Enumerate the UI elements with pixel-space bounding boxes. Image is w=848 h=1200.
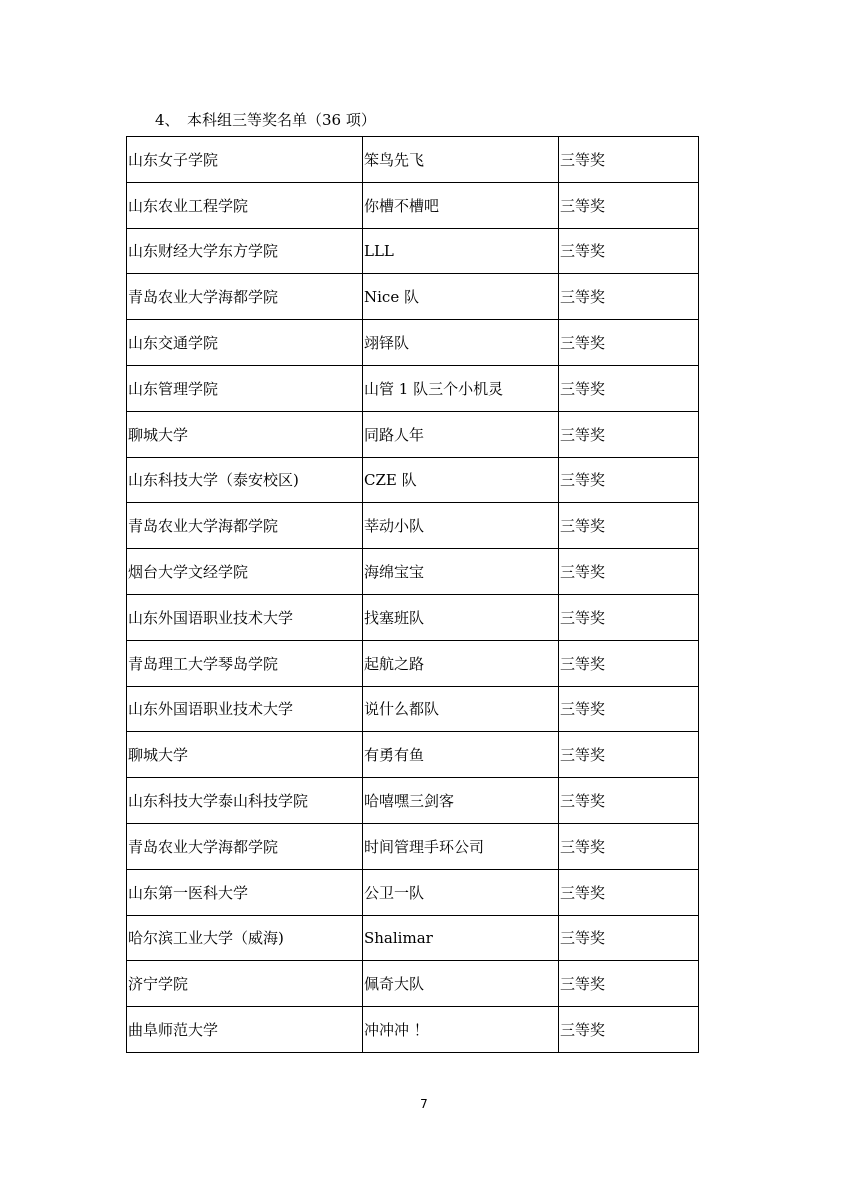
awards-table [126,136,699,1053]
table-row [127,915,699,961]
team-name-cell: 海绵宝宝 [363,549,559,595]
award-cell: 三等奖 [559,640,699,686]
team-name-cell: 佩奇大队 [363,961,559,1007]
table-row [127,182,699,228]
school-cell: 山东科技大学泰山科技学院 [127,778,363,824]
team-name-cell: 翊铎队 [363,320,559,366]
table-row [127,778,699,824]
table-row [127,228,699,274]
table-row [127,1007,699,1053]
award-cell: 三等奖 [559,778,699,824]
school-cell: 哈尔滨工业大学（威海) [127,915,363,961]
school-cell: 山东农业工程学院 [127,182,363,228]
award-cell: 三等奖 [559,457,699,503]
table-row [127,457,699,503]
school-cell: 山东外国语职业技术大学 [127,594,363,640]
table-row [127,732,699,778]
school-cell: 山东女子学院 [127,137,363,183]
table-row [127,411,699,457]
team-name-cell: 起航之路 [363,640,559,686]
table-row [127,503,699,549]
table-row [127,320,699,366]
school-cell: 青岛理工大学琴岛学院 [127,640,363,686]
award-cell: 三等奖 [559,961,699,1007]
team-name-cell: Nice 队 [363,274,559,320]
team-name-cell: 找塞班队 [363,594,559,640]
award-cell: 三等奖 [559,411,699,457]
table-row [127,961,699,1007]
school-cell: 烟台大学文经学院 [127,549,363,595]
team-name-cell: 哈嘻嘿三剑客 [363,778,559,824]
award-cell: 三等奖 [559,182,699,228]
team-name-cell: 说什么都队 [363,686,559,732]
award-cell: 三等奖 [559,686,699,732]
school-cell: 聊城大学 [127,732,363,778]
team-name-cell: 时间管理手环公司 [363,823,559,869]
team-name-cell: 莘动小队 [363,503,559,549]
award-cell: 三等奖 [559,228,699,274]
table-row [127,594,699,640]
award-cell: 三等奖 [559,915,699,961]
school-cell: 山东第一医科大学 [127,869,363,915]
school-cell: 山东科技大学（泰安校区) [127,457,363,503]
school-cell: 聊城大学 [127,411,363,457]
award-cell: 三等奖 [559,549,699,595]
team-name-cell: CZE 队 [363,457,559,503]
school-cell: 济宁学院 [127,961,363,1007]
award-cell: 三等奖 [559,320,699,366]
table-row [127,365,699,411]
table-row [127,137,699,183]
award-cell: 三等奖 [559,594,699,640]
team-name-cell: 公卫一队 [363,869,559,915]
award-cell: 三等奖 [559,365,699,411]
table-row [127,274,699,320]
school-cell: 青岛农业大学海都学院 [127,274,363,320]
section-number: 4、 [155,111,180,129]
table-row [127,823,699,869]
team-name-cell: 你槽不槽吧 [363,182,559,228]
school-cell: 山东财经大学东方学院 [127,228,363,274]
award-cell: 三等奖 [559,503,699,549]
school-cell: 山东交通学院 [127,320,363,366]
school-cell: 山东外国语职业技术大学 [127,686,363,732]
school-cell: 青岛农业大学海都学院 [127,823,363,869]
team-name-cell: 山管 1 队三个小机灵 [363,365,559,411]
team-name-cell: Shalimar [363,915,559,961]
award-cell: 三等奖 [559,274,699,320]
award-cell: 三等奖 [559,869,699,915]
school-cell: 青岛农业大学海都学院 [127,503,363,549]
award-cell: 三等奖 [559,137,699,183]
table-row [127,549,699,595]
award-cell: 三等奖 [559,823,699,869]
awards-table-body [127,137,699,1053]
award-cell: 三等奖 [559,1007,699,1053]
team-name-cell: 冲冲冲 ！ [363,1007,559,1053]
section-title: 本科组三等奖名单（36 项） [187,111,376,129]
award-cell: 三等奖 [559,732,699,778]
team-name-cell: 同路人年 [363,411,559,457]
table-row [127,640,699,686]
school-cell: 山东管理学院 [127,365,363,411]
team-name-cell: 有勇有鱼 [363,732,559,778]
team-name-cell: LLL [363,228,559,274]
school-cell: 曲阜师范大学 [127,1007,363,1053]
table-row [127,686,699,732]
table-row [127,869,699,915]
section-heading [155,109,376,130]
page-number: 7 [420,1097,428,1111]
team-name-cell: 笨鸟先飞 [363,137,559,183]
